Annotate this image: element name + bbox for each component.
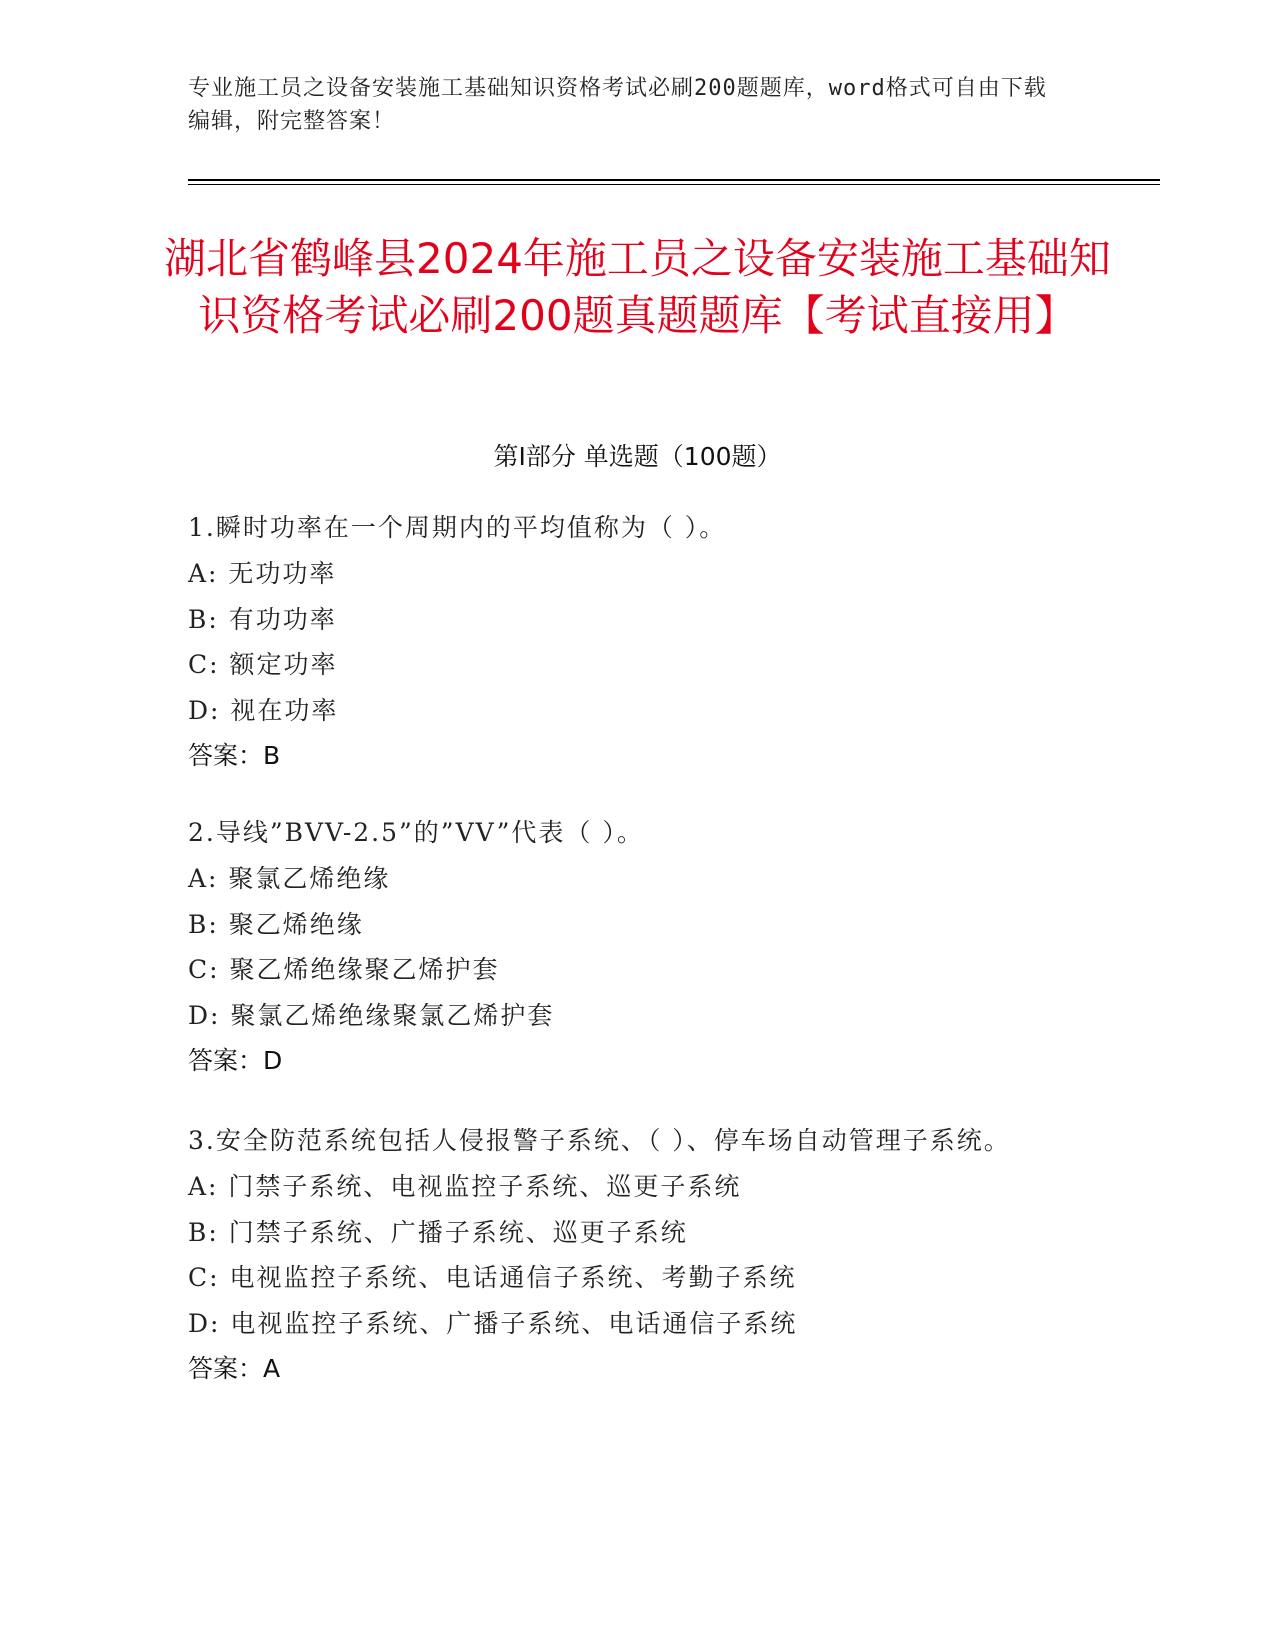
- option-b: B: 门禁子系统、广播子系统、巡更子系统: [188, 1217, 688, 1247]
- question-3: [188, 1118, 1068, 1392]
- option-b: B: 聚乙烯绝缘: [188, 909, 364, 939]
- question-1: [188, 505, 1088, 779]
- option-a: A: 聚氯乙烯绝缘: [188, 864, 391, 893]
- question-stem: 1.瞬时功率在一个周期内的平均值称为（ ）。: [188, 513, 727, 542]
- option-d: D: 视在功率: [188, 695, 339, 725]
- answer: 答案：B: [188, 741, 281, 770]
- header-divider-thin: [188, 184, 1160, 185]
- option-c: C: 电视监控子系统、电话通信子系统、考勤子系统: [188, 1263, 797, 1292]
- option-b: B: 有功功率: [188, 604, 337, 634]
- header-divider-thick: [188, 179, 1160, 181]
- option-a: A: 无功功率: [188, 559, 337, 588]
- option-d: D: 聚氯乙烯绝缘聚氯乙烯护套: [188, 1000, 555, 1030]
- question-stem: 3.安全防范系统包括人侵报警子系统、（ ）、停车场自动管理子系统。: [188, 1126, 1011, 1155]
- header-note: 专业施工员之设备安装施工基础知识资格考试必刷200题题库，word格式可自由下载编辑，附完整答案！: [188, 76, 1047, 134]
- option-a: A: 门禁子系统、电视监控子系统、巡更子系统: [188, 1172, 742, 1201]
- answer: 答案：D: [188, 1046, 283, 1075]
- answer: 答案：A: [188, 1354, 281, 1383]
- option-c: C: 聚乙烯绝缘聚乙烯护套: [188, 955, 500, 984]
- option-d: D: 电视监控子系统、广播子系统、电话通信子系统: [188, 1308, 798, 1338]
- option-c: C: 额定功率: [188, 650, 338, 679]
- question-2: [188, 810, 1088, 1084]
- document-title: 湖北省鹤峰县2024年施工员之设备安装施工基础知识资格考试必刷200题真题题库【考试直接用】: [164, 234, 1111, 340]
- section-heading: 第I部分 单选题（100题）: [493, 442, 782, 471]
- question-stem: 2.导线”BVV-2.5”的”VV”代表（ ）。: [188, 818, 644, 847]
